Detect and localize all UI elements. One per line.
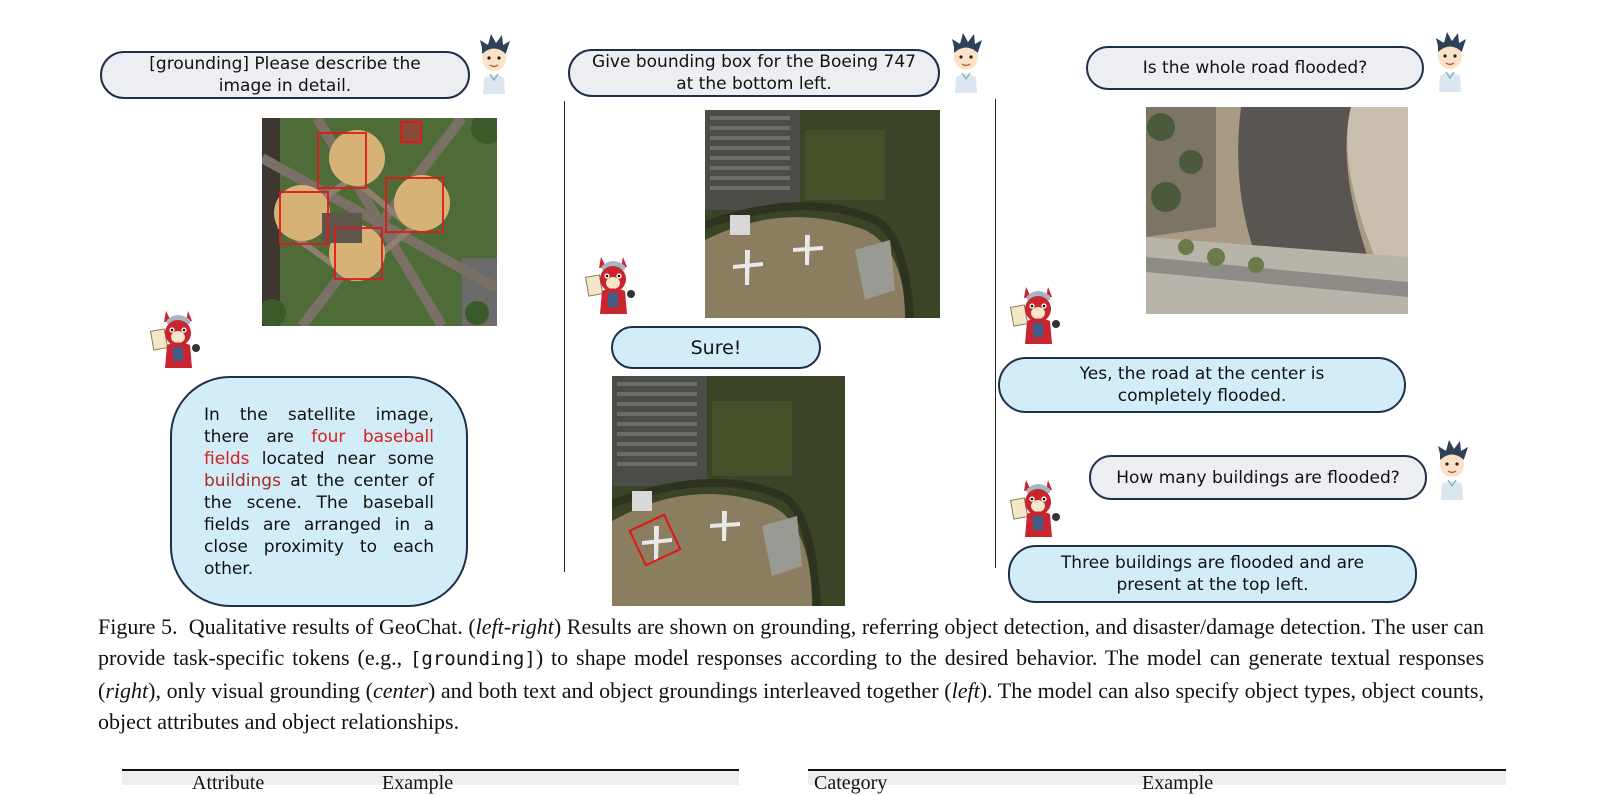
model-answer-bubble-1	[998, 357, 1406, 413]
user-question-bubble-1	[1086, 46, 1424, 90]
table-right-header-category: Category	[814, 772, 888, 794]
table-left-header-example: Example	[382, 772, 454, 794]
user-question-text: Is the whole road flooded?	[1142, 58, 1368, 78]
model-response-text: Sure!	[690, 336, 742, 359]
user-avatar-icon	[946, 31, 986, 93]
panel-divider-left	[564, 101, 565, 572]
table-left-header-attribute: Attribute	[192, 772, 265, 794]
caption-label: Figure 5.	[98, 614, 178, 639]
user-prompt-text: [grounding] Please describe the image in detail.	[149, 54, 421, 96]
llama-mascot-icon	[150, 308, 206, 368]
airport-satellite-image-result	[612, 376, 845, 606]
user-prompt-text: Give bounding box for the Boeing 747 at the bottom left.	[592, 52, 916, 94]
user-avatar-icon	[474, 32, 514, 94]
model-response-bubble-left	[170, 376, 468, 607]
llama-mascot-icon	[1010, 477, 1066, 537]
figure-caption: Figure 5. Qualitative results of GeoChat. (left-right) Results are shown on grounding, referring object detection, and disaster/damage detection. The user can provide task-specific tokens (e.g., [grounding]) to shape model responses according to the desired behavior. The model can generate textual responses (right), only visual grounding (center) and both text and object groundings interleaved together (left). The model can also specify object types, object counts, object attributes and object relationships.	[98, 614, 1485, 734]
highlight-buildings: buildings	[204, 470, 281, 491]
model-response-bubble-center	[611, 326, 821, 369]
model-answer-text: Three buildings are flooded and are present at the top left.	[1060, 553, 1365, 595]
panel-divider-right	[995, 99, 996, 568]
user-question-bubble-2	[1089, 455, 1427, 500]
user-prompt-bubble-center	[568, 49, 940, 97]
model-answer-bubble-2	[1008, 545, 1417, 603]
user-prompt-bubble-left	[100, 51, 470, 99]
highlight-four-baseball-fields: four baseball fields	[204, 426, 434, 469]
user-avatar-icon	[1430, 30, 1470, 92]
baseball-fields-satellite-image	[262, 118, 497, 326]
table-right-header-example: Example	[1142, 772, 1214, 794]
user-question-text: How many buildings are flooded?	[1116, 467, 1400, 488]
user-avatar-icon	[1432, 438, 1472, 500]
flooded-road-satellite-image	[1146, 107, 1408, 314]
model-answer-text: Yes, the road at the center is completely flooded.	[1079, 364, 1325, 406]
airport-satellite-image-query	[705, 110, 940, 318]
model-response-text: In the satellite image, there are four baseball fields located near some buildings at the center of the scene. The baseball fields are arranged in a close proximity to each other.	[204, 404, 434, 579]
llama-mascot-icon	[1010, 284, 1066, 344]
grounding-token: [grounding]	[409, 648, 536, 670]
llama-mascot-icon	[585, 254, 641, 314]
